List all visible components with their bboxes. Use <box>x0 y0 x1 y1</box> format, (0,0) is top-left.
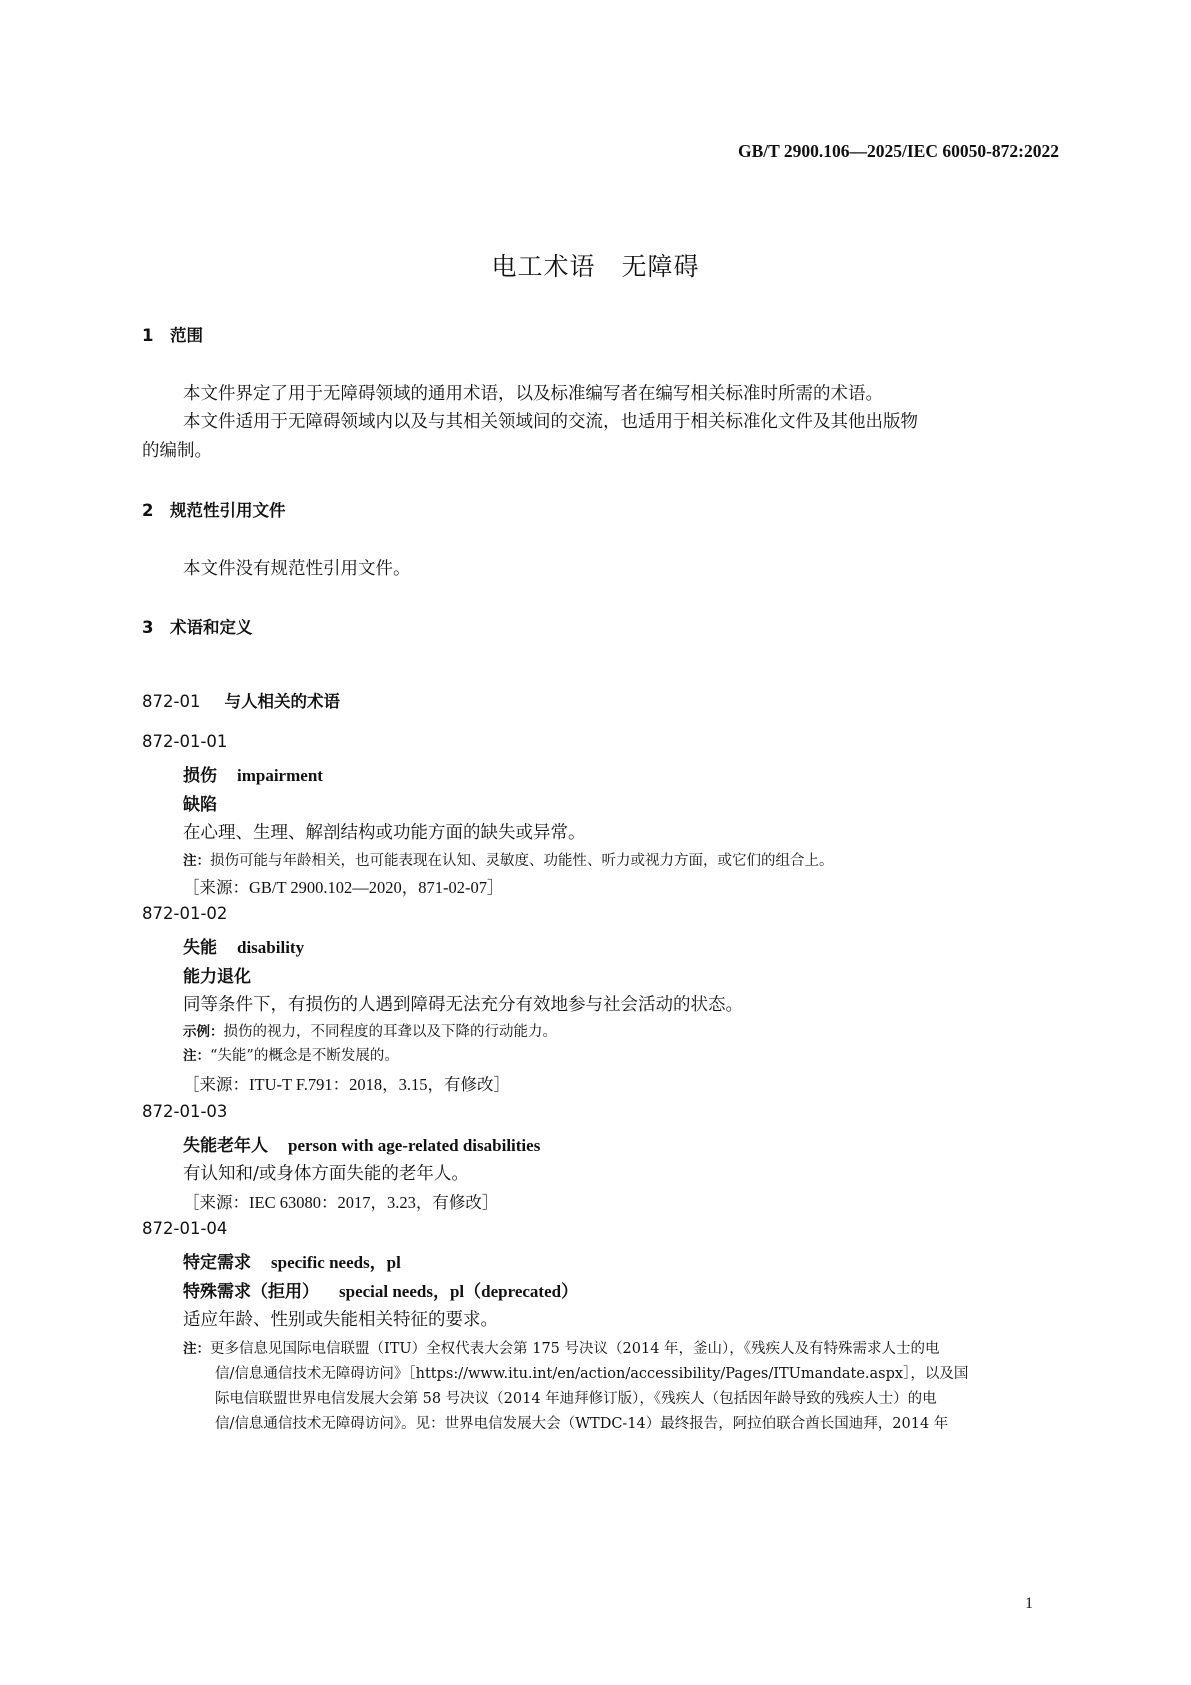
alt-term: 特殊需求（拒用） special needs，pl（deprecated） <box>183 1282 579 1302</box>
term: 失能 disability <box>183 938 305 958</box>
term: 特定需求 specific needs，pl <box>183 1253 401 1273</box>
entry-id: 872-01-01 <box>142 732 228 751</box>
source: ［来源：ITU-T F.791：2018，3.15，有修改］ <box>183 1075 510 1094</box>
definition: 同等条件下，有损伤的人遇到障碍无法充分有效地参与社会活动的状态。 <box>183 995 743 1015</box>
note-continuation: 信/信息通信技术无障碍访问》。见：世界电信发展大会（WTDC-14）最终报告，阿拉伯联合酋长国迪拜，2014 年 <box>215 1416 949 1432</box>
definition: 适应年龄、性别或失能相关特征的要求。 <box>183 1310 498 1330</box>
entry-id: 872-01-03 <box>142 1102 228 1121</box>
section-1-paragraph-3: 的编制。 <box>142 441 212 461</box>
page-number: 1 <box>1025 1595 1033 1612</box>
source: ［来源：IEC 63080：2017，3.23，有修改］ <box>183 1193 499 1212</box>
note: 注：更多信息见国际电信联盟（ITU）全权代表大会第 175 号决议（2014 年，釜山），《残疾人及有特殊需求人士的电 <box>183 1341 940 1357</box>
note-continuation: 际电信联盟世界电信发展大会第 58 号决议（2014 年迪拜修订版），《残疾人（包括因年龄导致的残疾人士）的电 <box>215 1391 937 1407</box>
definition: 有认知和/或身体方面失能的老年人。 <box>183 1164 469 1184</box>
term: 失能老年人 person with age-related disabilities <box>183 1136 541 1156</box>
definition: 在心理、生理、解剖结构或功能方面的缺失或异常。 <box>183 823 586 843</box>
example: 示例：损伤的视力，不同程度的耳聋以及下降的行动能力。 <box>183 1024 557 1040</box>
document-title: 电工术语 无障碍 <box>491 252 700 281</box>
note: 注：损伤可能与年龄相关，也可能表现在认知、灵敏度、功能性、听力或视力方面，或它们的组合上。 <box>183 853 834 869</box>
alt-term: 能力退化 <box>183 967 251 987</box>
standard-number: GB/T 2900.106—2025/IEC 60050-872:2022 <box>737 141 1059 161</box>
section-3-heading: 3 术语和定义 <box>142 618 253 637</box>
note: 注：“失能”的概念是不断发展的。 <box>183 1048 399 1064</box>
section-2-paragraph-1: 本文件没有规范性引用文件。 <box>183 559 411 579</box>
source: ［来源：GB/T 2900.102—2020，871-02-07］ <box>183 878 504 897</box>
alt-term: 缺陷 <box>183 795 217 815</box>
entry-id: 872-01-02 <box>142 904 228 923</box>
section-1-paragraph-2: 本文件适用于无障碍领域内以及与其相关领域间的交流，也适用于相关标准化文件及其他出版物 <box>183 412 918 432</box>
section-1-paragraph-1: 本文件界定了用于无障碍领域的通用术语，以及标准编写者在编写相关标准时所需的术语。 <box>183 384 883 404</box>
section-1-heading: 1 范围 <box>142 326 203 345</box>
note-continuation: 信/信息通信技术无障碍访问》［https://www.itu.int/en/action/accessibility/Pages/ITUmandate.aspx］，以及国 <box>215 1366 969 1382</box>
subsection-heading: 872-01 与人相关的术语 <box>142 692 340 711</box>
entry-id: 872-01-04 <box>142 1219 228 1238</box>
term: 损伤 impairment <box>183 766 323 786</box>
section-2-heading: 2 规范性引用文件 <box>142 501 286 520</box>
